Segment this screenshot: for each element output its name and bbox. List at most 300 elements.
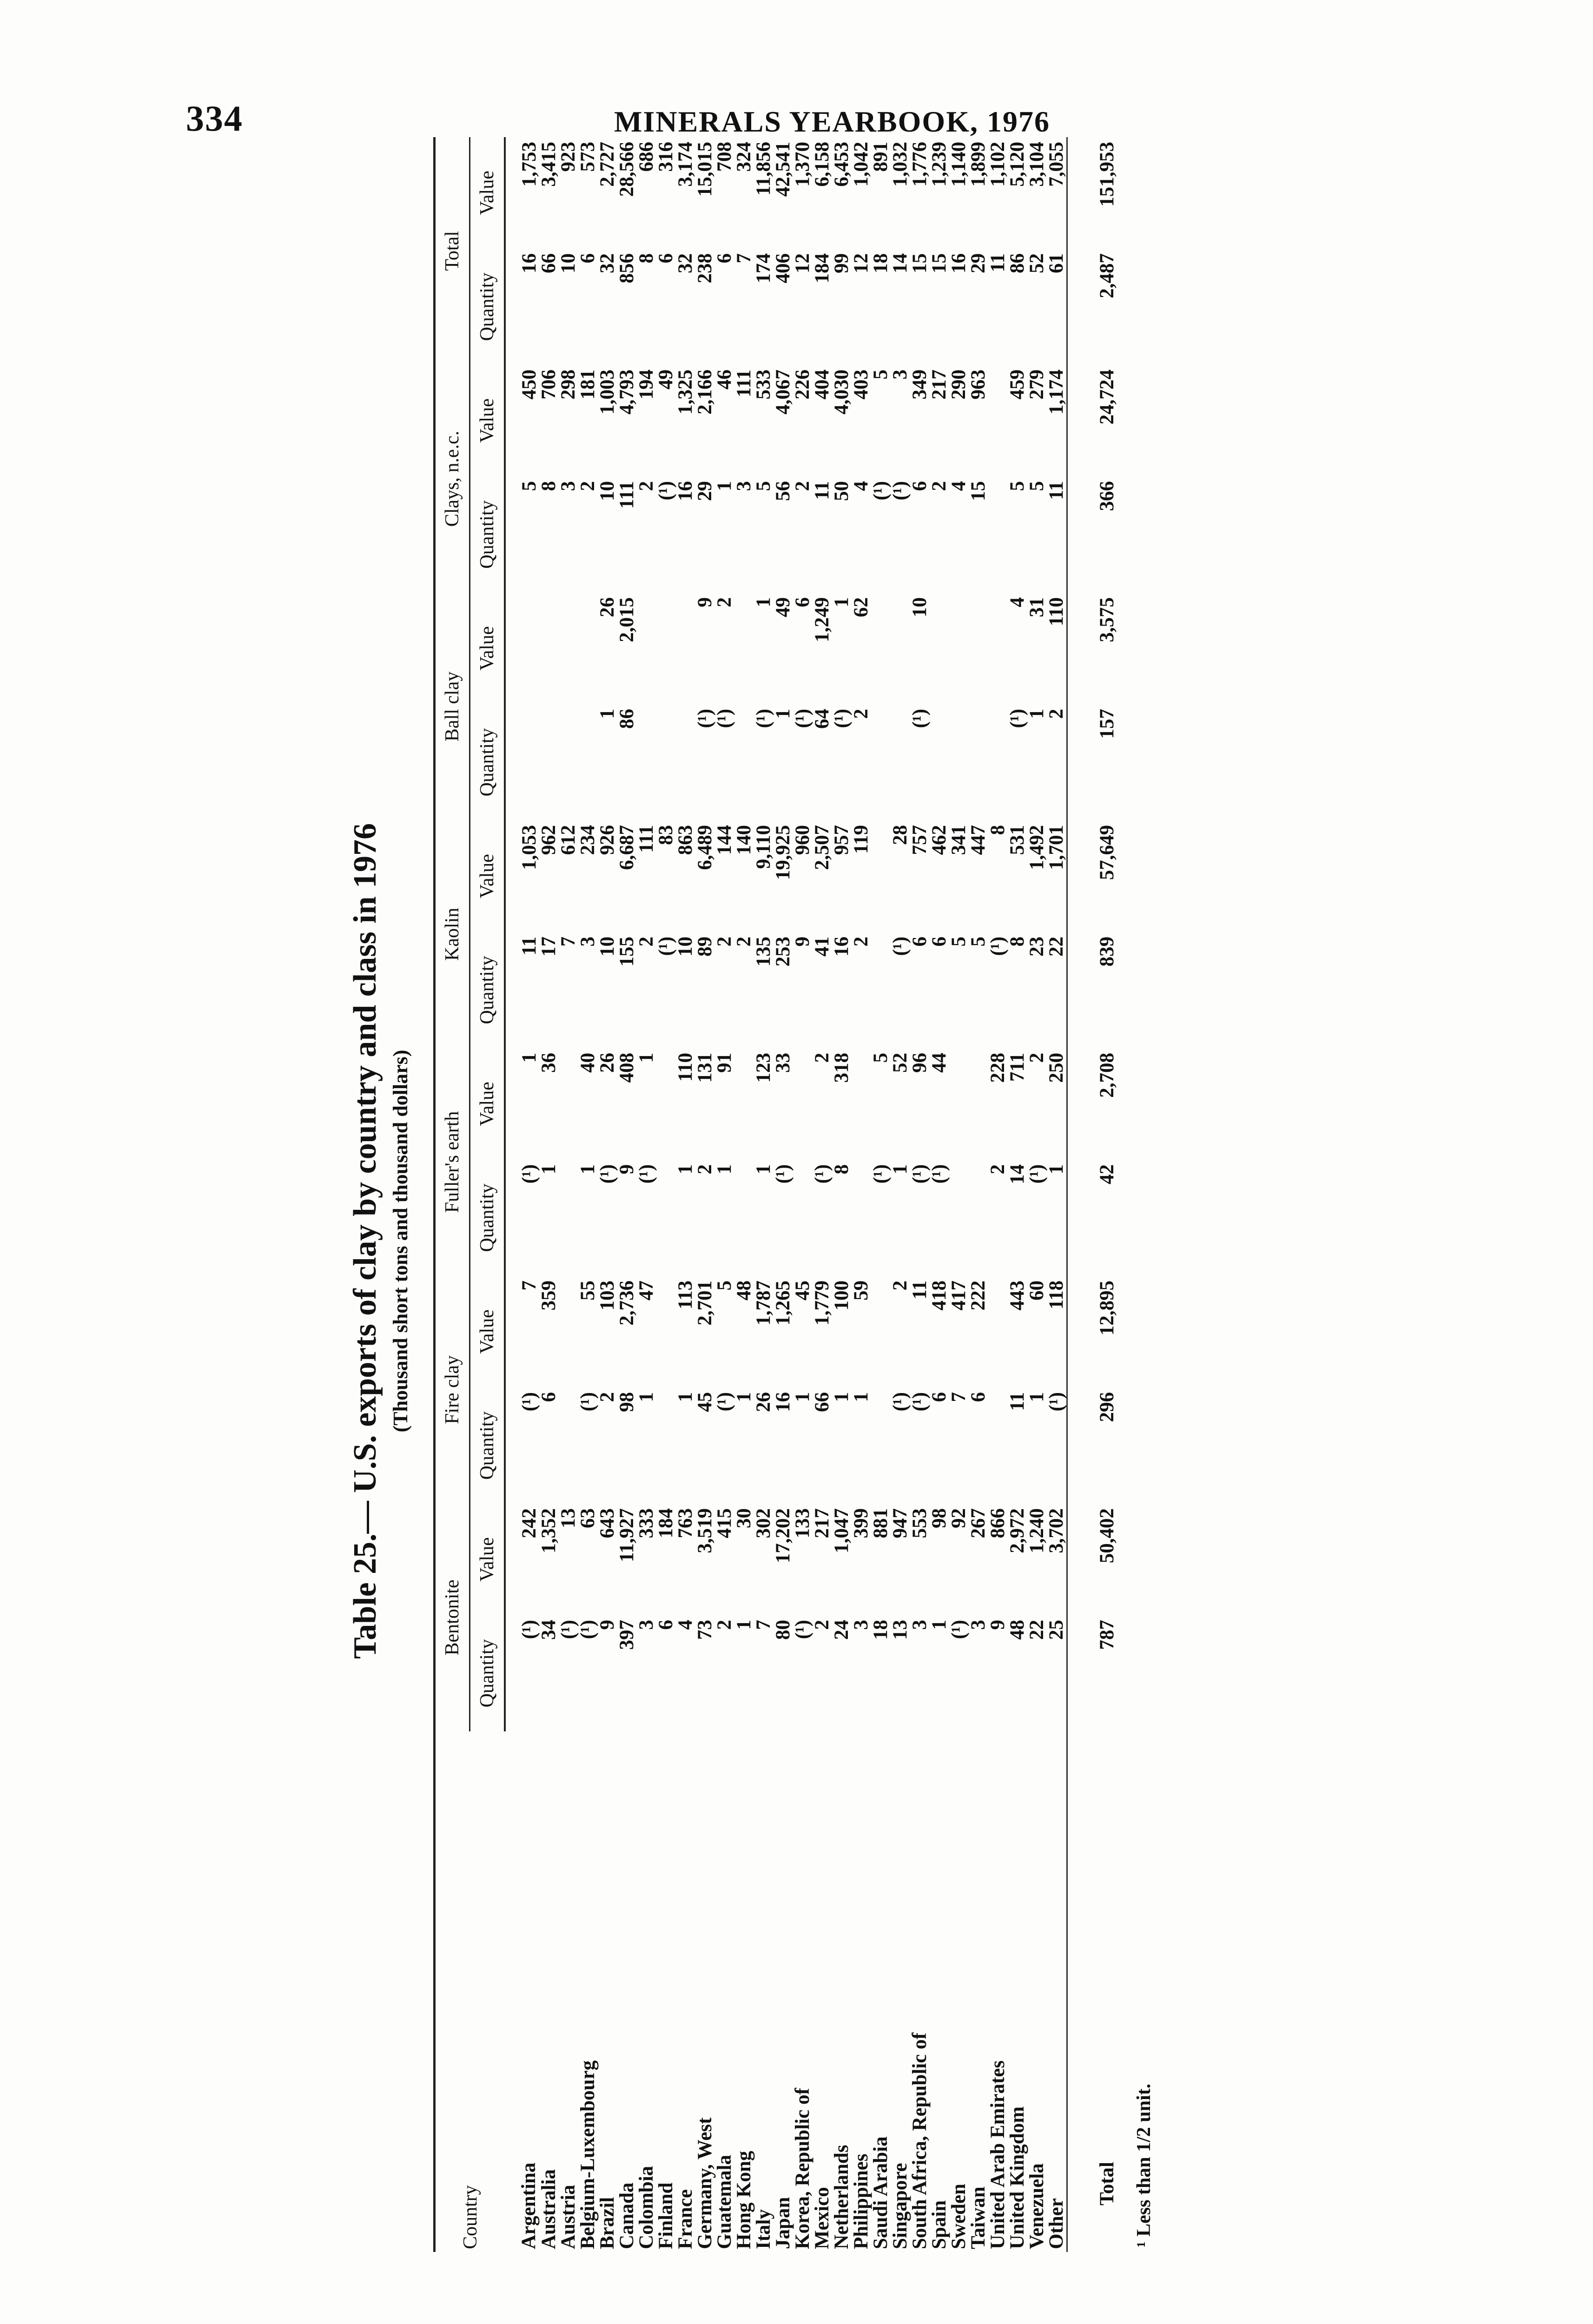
quantity-cell: 5 bbox=[1026, 481, 1048, 491]
country-cell: Guatemala bbox=[714, 2154, 735, 2249]
value-cell: 1,239 bbox=[928, 141, 950, 187]
country-cell: Venezuela bbox=[1026, 2163, 1048, 2249]
value-cell: 573 bbox=[577, 141, 599, 172]
quantity-cell bbox=[852, 1160, 871, 1276]
quantity-cell: 2,487 bbox=[1067, 249, 1119, 365]
value-cell: 891 bbox=[870, 141, 892, 172]
quantity-cell: 366 bbox=[1067, 476, 1119, 593]
value-cell: 217 bbox=[811, 1508, 833, 1538]
value-cell: 118 bbox=[1045, 1280, 1067, 1310]
quantity-cell: 3 bbox=[635, 1620, 657, 1630]
quantity-cell: (¹) bbox=[792, 708, 813, 728]
quantity-cell: 6 bbox=[714, 253, 735, 264]
quantity-cell: (¹) bbox=[1026, 1164, 1048, 1184]
value-cell bbox=[559, 1276, 578, 1387]
quantity-cell bbox=[949, 1160, 969, 1276]
value-cell: 26 bbox=[596, 597, 618, 617]
quantity-cell: 2 bbox=[850, 708, 872, 719]
value-cell: 5 bbox=[870, 369, 892, 380]
rotated-table-block bbox=[344, 141, 1274, 2252]
value-cell: 62 bbox=[850, 597, 872, 617]
value-cell: 450 bbox=[518, 369, 540, 400]
quantity-cell: (¹) bbox=[518, 1392, 540, 1412]
value-cell: 706 bbox=[538, 369, 560, 400]
value-cell: 250 bbox=[1045, 1052, 1067, 1083]
value-cell bbox=[656, 593, 676, 704]
quantity-cell: 1 bbox=[831, 1392, 853, 1402]
country-cell: United Arab Emirates bbox=[987, 2060, 1009, 2249]
value-cell: 110 bbox=[1045, 597, 1067, 627]
quantity-cell: (¹) bbox=[714, 1392, 735, 1412]
quantity-cell: 238 bbox=[694, 253, 716, 284]
quantity-cell: (¹) bbox=[557, 1620, 579, 1639]
value-cell: 462 bbox=[928, 825, 950, 855]
value-cell: 2 bbox=[1026, 1052, 1048, 1063]
table-title: Table 25.— U.S. exports of clay by country and class in 1976 bbox=[347, 823, 383, 1659]
value-cell: 1,899 bbox=[967, 141, 989, 187]
quantity-cell: 3 bbox=[909, 1620, 931, 1630]
quantity-cell bbox=[988, 704, 1008, 820]
quantity-cell: 406 bbox=[772, 253, 794, 284]
value-cell: 612 bbox=[557, 825, 579, 855]
quantity-cell: 29 bbox=[967, 253, 989, 273]
value-cell: 52 bbox=[889, 1052, 911, 1073]
quantity-cell: (¹) bbox=[811, 1164, 833, 1184]
value-cell: 298 bbox=[557, 369, 579, 400]
value-cell: 711 bbox=[1006, 1052, 1028, 1082]
quantity-cell: 1 bbox=[538, 1164, 560, 1175]
quantity-cell: 3 bbox=[967, 1620, 989, 1630]
value-cell: 324 bbox=[733, 141, 755, 172]
quantity-cell: 10 bbox=[557, 253, 579, 273]
value-cell: 1,370 bbox=[792, 141, 813, 187]
quantity-cell: (¹) bbox=[518, 1620, 540, 1639]
quantity-cell: 5 bbox=[967, 936, 989, 947]
value-cell: 49 bbox=[772, 597, 794, 617]
value-cell: 403 bbox=[850, 369, 872, 400]
quantity-cell: 22 bbox=[1045, 936, 1067, 957]
group-header-total: Total bbox=[435, 137, 470, 365]
quantity-cell: 3 bbox=[733, 481, 755, 491]
quantity-cell: 1 bbox=[889, 1164, 911, 1175]
country-cell: Belgium-Luxembourg bbox=[577, 2060, 599, 2249]
country-cell: South Africa, Republic of bbox=[909, 2033, 931, 2249]
quantity-cell bbox=[578, 704, 598, 820]
running-title: MINERALS YEARBOOK, 1976 bbox=[614, 105, 1050, 138]
value-cell: 47 bbox=[635, 1280, 657, 1301]
value-header: Value bbox=[470, 365, 505, 476]
value-cell bbox=[930, 593, 949, 704]
quantity-cell: 11 bbox=[518, 936, 540, 956]
quantity-cell: 4 bbox=[948, 481, 970, 491]
value-cell: 686 bbox=[635, 141, 657, 172]
table-row bbox=[793, 137, 813, 2252]
quantity-cell: 66 bbox=[811, 1392, 833, 1412]
quantity-cell: 22 bbox=[1026, 1620, 1048, 1640]
value-cell: 5 bbox=[870, 1052, 892, 1063]
value-cell: 1,492 bbox=[1026, 825, 1048, 870]
value-cell: 9 bbox=[694, 597, 716, 607]
quantity-cell: (¹) bbox=[870, 481, 892, 501]
value-cell: 2,507 bbox=[811, 825, 833, 870]
value-cell: 2,708 bbox=[1067, 1048, 1119, 1160]
value-cell: 15,015 bbox=[694, 141, 716, 197]
value-cell: 113 bbox=[674, 1280, 696, 1310]
quantity-cell bbox=[988, 1387, 1008, 1504]
quantity-cell: 45 bbox=[694, 1392, 716, 1412]
country-cell: Korea, Republic of bbox=[792, 2088, 813, 2249]
quantity-cell bbox=[871, 1387, 891, 1504]
quantity-cell: 9 bbox=[987, 1620, 1009, 1630]
value-cell bbox=[505, 593, 539, 704]
quantity-cell: 3 bbox=[850, 1620, 872, 1630]
quantity-cell: 64 bbox=[811, 708, 833, 729]
quantity-cell: 10 bbox=[674, 936, 696, 957]
quantity-cell: (¹) bbox=[655, 936, 677, 956]
quantity-cell: 41 bbox=[811, 936, 833, 957]
quantity-cell: 2 bbox=[714, 936, 735, 947]
table-row bbox=[910, 137, 930, 2252]
quantity-cell: 2 bbox=[635, 481, 657, 491]
quantity-cell: 6 bbox=[909, 936, 931, 947]
quantity-cell: 2 bbox=[792, 481, 813, 491]
value-cell: 36 bbox=[538, 1052, 560, 1073]
quantity-cell bbox=[637, 704, 656, 820]
quantity-cell bbox=[871, 704, 891, 820]
country-cell: Finland bbox=[655, 2182, 677, 2249]
quantity-cell: 2 bbox=[694, 1164, 716, 1175]
value-cell: 59 bbox=[850, 1280, 872, 1301]
quantity-header: Quantity bbox=[470, 249, 505, 365]
value-cell: 60 bbox=[1026, 1280, 1048, 1301]
quantity-cell: 8 bbox=[831, 1164, 853, 1175]
quantity-cell: 1 bbox=[674, 1164, 696, 1175]
value-cell bbox=[969, 1048, 988, 1160]
table-row bbox=[505, 137, 539, 2252]
quantity-cell: 52 bbox=[1026, 253, 1048, 273]
value-cell: 1 bbox=[635, 1052, 657, 1063]
value-cell: 46 bbox=[714, 369, 735, 390]
value-cell bbox=[871, 1276, 891, 1387]
quantity-cell bbox=[656, 1160, 676, 1276]
value-cell: 1 bbox=[518, 1052, 540, 1063]
value-cell: 459 bbox=[1006, 369, 1028, 400]
country-cell: Spain bbox=[928, 2200, 950, 2249]
value-cell: 531 bbox=[1006, 825, 1028, 855]
value-cell: 1,102 bbox=[987, 141, 1009, 187]
table-row bbox=[773, 137, 793, 2252]
quantity-cell: 2 bbox=[811, 1620, 833, 1630]
value-cell: 399 bbox=[850, 1508, 872, 1538]
value-cell: 4,067 bbox=[772, 369, 794, 415]
quantity-cell: (¹) bbox=[694, 708, 716, 728]
value-cell: 341 bbox=[948, 825, 970, 855]
country-header: Country bbox=[459, 2185, 481, 2249]
quantity-cell: 5 bbox=[518, 481, 540, 491]
quantity-cell: 397 bbox=[616, 1620, 638, 1650]
quantity-cell: (¹) bbox=[948, 1620, 970, 1639]
quantity-cell: 16 bbox=[518, 253, 540, 273]
quantity-cell: 6 bbox=[538, 1392, 560, 1402]
quantity-cell: 16 bbox=[948, 253, 970, 273]
value-cell: 2,701 bbox=[694, 1280, 716, 1326]
quantity-cell: (¹) bbox=[772, 1164, 794, 1184]
value-cell: 28 bbox=[889, 825, 911, 845]
quantity-cell: (¹) bbox=[987, 936, 1009, 956]
value-cell: 1,776 bbox=[909, 141, 931, 187]
country-cell: Saudi Arabia bbox=[870, 2136, 892, 2249]
quantity-cell: (¹) bbox=[577, 1392, 599, 1412]
table-row bbox=[871, 137, 891, 2252]
quantity-cell: 15 bbox=[928, 253, 950, 273]
country-cell: Philippines bbox=[850, 2153, 872, 2249]
group-header-bentonite: Bentonite bbox=[435, 1504, 470, 1731]
quantity-cell: (¹) bbox=[577, 1620, 599, 1639]
value-cell bbox=[734, 593, 754, 704]
quantity-cell: 253 bbox=[772, 936, 794, 967]
value-header: Value bbox=[470, 1504, 505, 1615]
quantity-header: Quantity bbox=[470, 932, 505, 1048]
table-row bbox=[559, 137, 578, 2252]
value-cell: 3,104 bbox=[1026, 141, 1048, 187]
quantity-cell: 296 bbox=[1067, 1387, 1119, 1504]
country-cell: Singapore bbox=[889, 2163, 911, 2249]
value-cell: 217 bbox=[928, 369, 950, 400]
value-cell: 40 bbox=[577, 1052, 599, 1073]
value-cell: 5,120 bbox=[1006, 141, 1028, 187]
quantity-cell: 1 bbox=[1026, 1392, 1048, 1402]
quantity-cell: 14 bbox=[889, 253, 911, 273]
value-cell: 2,736 bbox=[616, 1280, 638, 1326]
quantity-cell: 2 bbox=[987, 1164, 1009, 1175]
value-cell: 3,519 bbox=[694, 1508, 716, 1553]
quantity-cell: 99 bbox=[831, 253, 853, 273]
quantity-cell: 48 bbox=[1006, 1620, 1028, 1640]
value-cell: 50,402 bbox=[1067, 1504, 1119, 1615]
footnote: ¹ Less than 1/2 unit. bbox=[1133, 2083, 1155, 2247]
value-cell: 26 bbox=[596, 1052, 618, 1073]
quantity-cell: 80 bbox=[772, 1620, 794, 1640]
value-cell bbox=[969, 593, 988, 704]
quantity-cell: 1 bbox=[714, 1164, 735, 1175]
quantity-cell: 10 bbox=[596, 481, 618, 501]
value-cell: 184 bbox=[655, 1508, 677, 1538]
value-cell: 447 bbox=[967, 825, 989, 855]
quantity-cell: 11 bbox=[987, 253, 1009, 272]
quantity-cell bbox=[559, 1387, 578, 1504]
value-cell: 11 bbox=[909, 1280, 931, 1300]
quantity-cell: 7 bbox=[557, 936, 579, 947]
value-cell: 91 bbox=[714, 1052, 735, 1073]
value-cell: 2,166 bbox=[694, 369, 716, 415]
value-cell: 194 bbox=[635, 369, 657, 400]
country-cell: Brazil bbox=[596, 2197, 618, 2249]
value-cell: 1 bbox=[831, 597, 853, 607]
group-header-clays-n-e-c: Clays, n.e.c. bbox=[435, 365, 470, 593]
quantity-cell: 61 bbox=[1045, 253, 1067, 273]
quantity-cell: (¹) bbox=[870, 1164, 892, 1184]
table-row bbox=[754, 137, 773, 2252]
country-cell: Italy bbox=[753, 2209, 774, 2249]
value-cell: 7,055 bbox=[1045, 141, 1067, 187]
quantity-header: Quantity bbox=[470, 1160, 505, 1276]
quantity-cell: 8 bbox=[538, 481, 560, 491]
value-cell: 1,140 bbox=[948, 141, 970, 187]
group-header-kaolin: Kaolin bbox=[435, 820, 470, 1048]
table-row bbox=[930, 137, 949, 2252]
quantity-cell: (¹) bbox=[909, 708, 931, 728]
quantity-cell: 839 bbox=[1067, 932, 1119, 1048]
quantity-cell bbox=[656, 1387, 676, 1504]
value-cell: 926 bbox=[596, 825, 618, 855]
value-cell: 4 bbox=[1006, 597, 1028, 607]
value-cell: 1,047 bbox=[831, 1508, 853, 1553]
group-header-fire-clay: Fire clay bbox=[435, 1276, 470, 1504]
value-cell: 42,541 bbox=[772, 141, 794, 197]
quantity-cell: 157 bbox=[1067, 704, 1119, 820]
value-cell: 3,174 bbox=[674, 141, 696, 187]
quantity-cell bbox=[988, 476, 1008, 593]
group-header-ball-clay: Ball clay bbox=[435, 593, 470, 820]
value-cell: 1,240 bbox=[1026, 1508, 1048, 1553]
country-cell: Canada bbox=[616, 2182, 638, 2249]
value-cell: 181 bbox=[577, 369, 599, 400]
quantity-cell: 2 bbox=[928, 481, 950, 491]
value-cell: 3,702 bbox=[1045, 1508, 1067, 1553]
country-cell: France bbox=[674, 2189, 696, 2249]
country-cell: Taiwan bbox=[967, 2186, 989, 2249]
quantity-cell: 3 bbox=[557, 481, 579, 491]
table-row bbox=[1008, 137, 1027, 2252]
country-cell: Japan bbox=[772, 2197, 794, 2249]
quantity-cell: 6 bbox=[577, 253, 599, 264]
quantity-cell bbox=[656, 704, 676, 820]
value-cell: 1,265 bbox=[772, 1280, 794, 1326]
value-cell: 45 bbox=[792, 1280, 813, 1301]
quantity-cell: 9 bbox=[792, 936, 813, 947]
value-cell: 553 bbox=[909, 1508, 931, 1538]
value-cell: 1,701 bbox=[1045, 825, 1067, 870]
value-cell: 1,325 bbox=[674, 369, 696, 415]
quantity-cell: 184 bbox=[811, 253, 833, 284]
value-cell: 957 bbox=[831, 825, 853, 855]
value-cell: 49 bbox=[655, 369, 677, 390]
value-cell: 1,753 bbox=[518, 141, 540, 187]
table-row bbox=[578, 137, 598, 2252]
quantity-cell bbox=[969, 704, 988, 820]
quantity-cell: 4 bbox=[850, 481, 872, 491]
quantity-cell: 8 bbox=[1006, 936, 1028, 947]
value-cell: 123 bbox=[753, 1052, 774, 1083]
quantity-cell: 1 bbox=[850, 1392, 872, 1402]
value-cell: 302 bbox=[753, 1508, 774, 1538]
country-cell: Sweden bbox=[948, 2184, 970, 2249]
quantity-cell: (¹) bbox=[909, 1392, 931, 1412]
value-cell: 533 bbox=[753, 369, 774, 400]
quantity-cell: 14 bbox=[1006, 1164, 1028, 1184]
quantity-cell: 6 bbox=[655, 1620, 677, 1630]
value-cell: 643 bbox=[596, 1508, 618, 1538]
value-cell: 111 bbox=[635, 825, 657, 853]
value-cell: 417 bbox=[948, 1280, 970, 1311]
quantity-cell: 9 bbox=[616, 1164, 638, 1175]
quantity-cell: 98 bbox=[616, 1392, 638, 1412]
value-cell: 4,793 bbox=[616, 369, 638, 415]
quantity-cell: 2 bbox=[1045, 708, 1067, 719]
value-cell: 234 bbox=[577, 825, 599, 855]
table-row bbox=[949, 137, 969, 2252]
table-row bbox=[813, 137, 832, 2252]
value-cell: 7 bbox=[518, 1280, 540, 1291]
country-cell: Netherlands bbox=[831, 2145, 853, 2249]
quantity-cell: 73 bbox=[694, 1620, 716, 1640]
quantity-cell: 856 bbox=[616, 253, 638, 284]
value-cell: 267 bbox=[967, 1508, 989, 1538]
quantity-cell: 10 bbox=[596, 936, 618, 957]
quantity-cell: 15 bbox=[967, 481, 989, 501]
country-cell: Total bbox=[1067, 1731, 1119, 2252]
value-cell: 863 bbox=[674, 825, 696, 855]
quantity-cell: (¹) bbox=[1045, 1392, 1067, 1412]
quantity-cell: 12 bbox=[792, 253, 813, 273]
quantity-cell: 6 bbox=[655, 253, 677, 264]
quantity-cell: 2 bbox=[850, 936, 872, 947]
quantity-cell: (¹) bbox=[655, 481, 677, 501]
country-cell: Mexico bbox=[811, 2187, 833, 2249]
table-row bbox=[637, 137, 656, 2252]
quantity-cell: (¹) bbox=[635, 1164, 657, 1184]
value-header: Value bbox=[470, 137, 505, 249]
value-cell bbox=[559, 1048, 578, 1160]
value-cell: 92 bbox=[948, 1508, 970, 1528]
quantity-cell: 174 bbox=[753, 253, 774, 284]
quantity-cell: 1 bbox=[577, 1164, 599, 1175]
quantity-cell: 7 bbox=[753, 1620, 774, 1630]
value-cell: 110 bbox=[674, 1052, 696, 1082]
value-cell: 1,174 bbox=[1045, 369, 1067, 415]
country-cell: Argentina bbox=[518, 2162, 540, 2249]
value-cell: 2 bbox=[889, 1280, 911, 1291]
quantity-cell: (¹) bbox=[714, 708, 735, 728]
value-cell: 226 bbox=[792, 369, 813, 400]
table-row bbox=[617, 137, 637, 2252]
value-cell: 1,352 bbox=[538, 1508, 560, 1553]
value-cell: 404 bbox=[811, 369, 833, 400]
quantity-cell: 1 bbox=[674, 1392, 696, 1402]
value-cell bbox=[949, 1048, 969, 1160]
value-cell: 2 bbox=[714, 597, 735, 607]
value-cell: 1,032 bbox=[889, 141, 911, 187]
table-row bbox=[676, 137, 695, 2252]
value-cell bbox=[852, 1048, 871, 1160]
country-cell: Colombia bbox=[635, 2166, 657, 2249]
value-cell: 443 bbox=[1006, 1280, 1028, 1311]
quantity-cell: 56 bbox=[772, 481, 794, 501]
quantity-cell: 4 bbox=[674, 1620, 696, 1630]
quantity-cell: 11 bbox=[1006, 1392, 1028, 1411]
quantity-cell: (¹) bbox=[928, 1164, 950, 1184]
value-header: Value bbox=[470, 1276, 505, 1387]
quantity-cell: 2 bbox=[596, 1392, 618, 1402]
page-number: 334 bbox=[186, 98, 243, 139]
table-row bbox=[715, 137, 734, 2252]
value-cell: 55 bbox=[577, 1280, 599, 1301]
value-cell: 48 bbox=[733, 1280, 755, 1301]
value-cell: 17,202 bbox=[772, 1508, 794, 1564]
table-row bbox=[598, 137, 617, 2252]
quantity-cell bbox=[539, 704, 559, 820]
quantity-cell: 6 bbox=[928, 1392, 950, 1402]
